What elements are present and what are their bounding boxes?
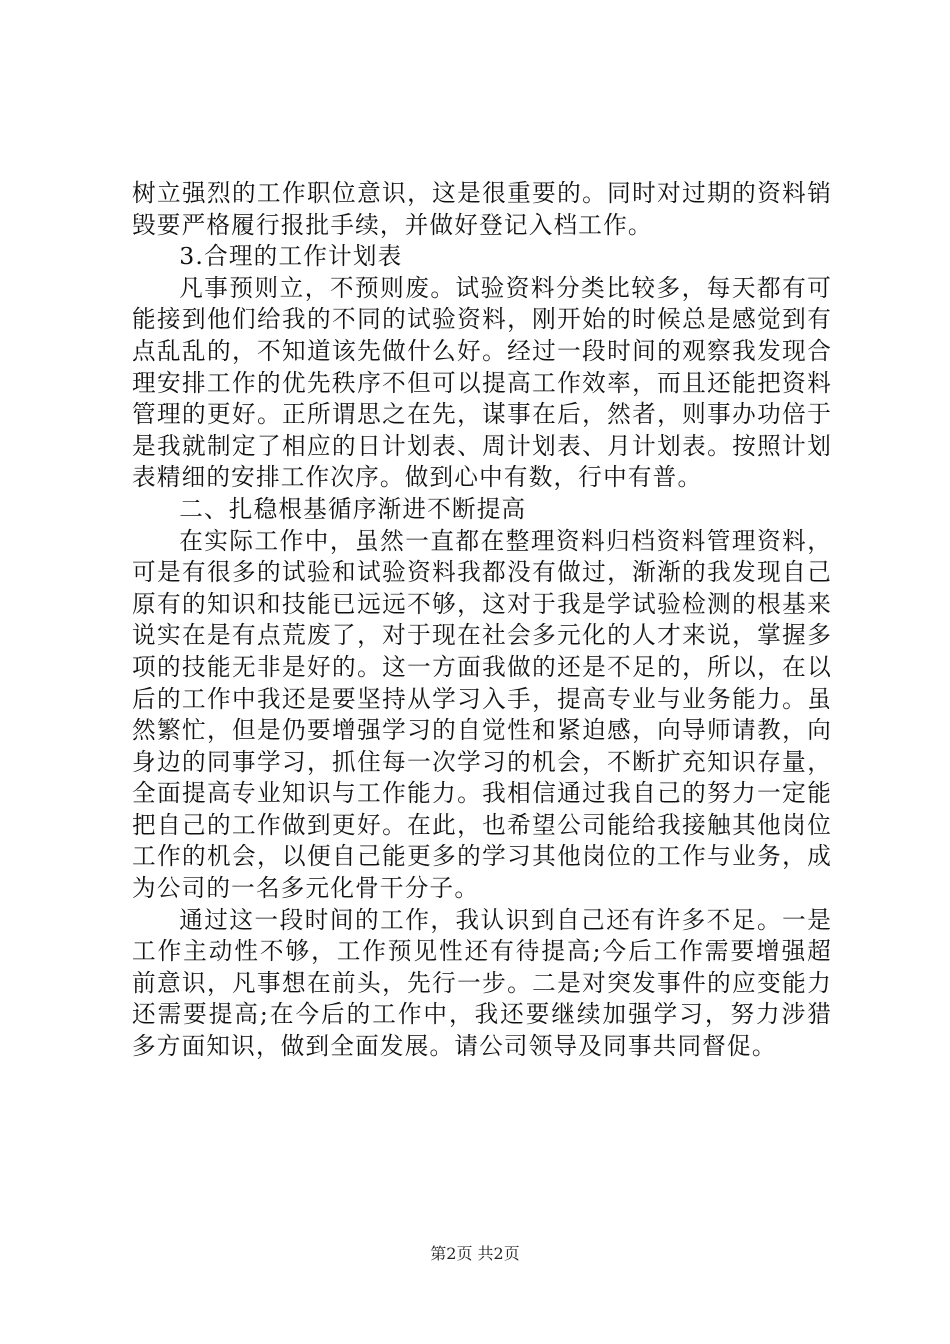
paragraph-learning: 在实际工作中，虽然一直都在整理资料归档资料管理资料，可是有很多的试验和试验资料我都没有做过，渐渐的我发现自己原有的知识和技能已远远不够，这对于我是学试验检测的根基来说实在是有点荒废了，对于现在社会多元化的人才来说，掌握多项的技能无非是好的。这一方面我做的还是不足的，所以，在以后的工作中我还是要坚持从学习入手，提高专业与业务能力。虽然繁忙，但是仍要增强学习的自觉性和紧迫感，向导师请教，向身边的同事学习，抓住每一次学习的机会，不断扩充知识存量，全面提高专业知识与工作能力。我相信通过我自己的努力一定能把自己的工作做到更好。在此，也希望公司能给我接触其他岗位工作的机会，以便自己能更多的学习其他岗位的工作与业务，成为公司的一名多元化骨干分子。 <box>132 526 832 903</box>
document-body <box>132 178 832 1063</box>
paragraph-work-plan: 凡事预则立，不预则废。试验资料分类比较多，每天都有可能接到他们给我的不同的试验资料，刚开始的时候总是感觉到有点乱乱的，不知道该先做什么好。经过一段时间的观察我发现合理安排工作的优先秩序不但可以提高工作效率，而且还能把资料管理的更好。正所谓思之在先，谋事在后，然者，则事办功倍于是我就制定了相应的日计划表、周计划表、月计划表。按照计划表精细的安排工作次序。做到心中有数，行中有普。 <box>132 273 832 492</box>
page-number-footer: 第2页 共2页 <box>430 1244 520 1263</box>
paragraph-shortcomings: 通过这一段时间的工作，我认识到自己还有许多不足。一是工作主动性不够，工作预见性还有待提高;今后工作需要增强超前意识，凡事想在前头，先行一步。二是对突发事件的应变能力还需要提高;在今后的工作中，我还要继续加强学习，努力涉猎多方面知识，做到全面发展。请公司领导及同事共同督促。 <box>132 905 832 1061</box>
paragraph-continuation: 树立强烈的工作职位意识，这是很重要的。同时对过期的资料销毁要严格履行报批手续，并做好登记入档工作。 <box>132 179 832 239</box>
section-heading-work-plan: 3.合理的工作计划表 <box>179 242 403 271</box>
section-heading-foundation: 二、扎稳根基循序渐进不断提高 <box>179 494 527 523</box>
